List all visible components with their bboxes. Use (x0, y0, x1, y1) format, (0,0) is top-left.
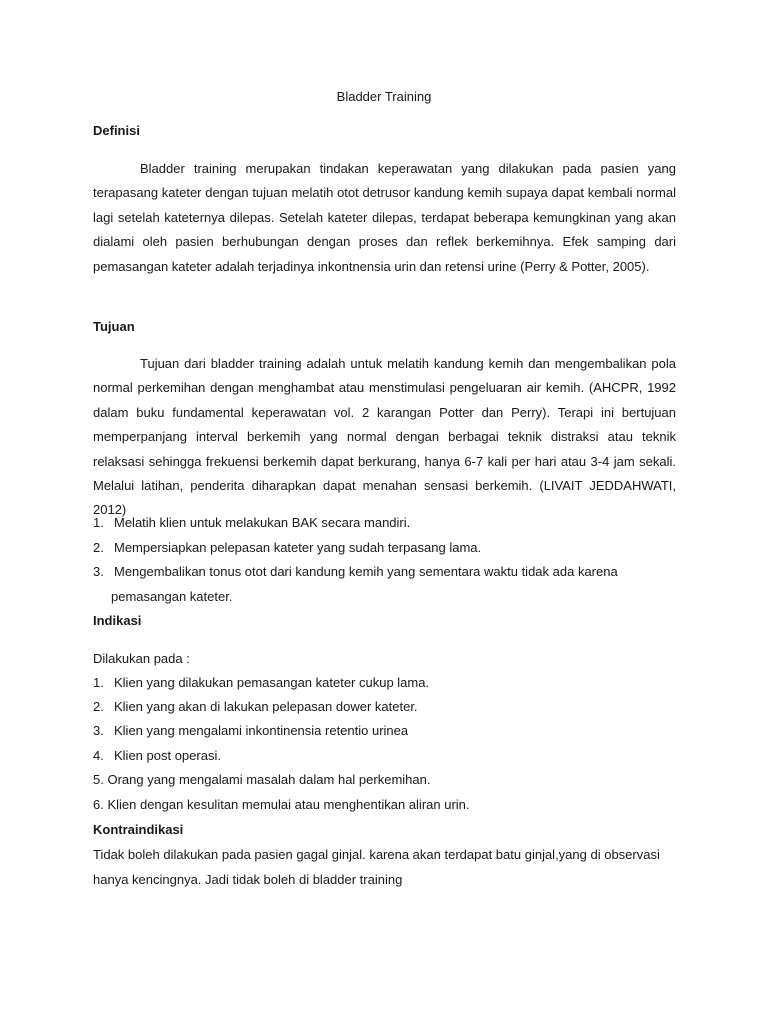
list-item-continuation: pemasangan kateter. (111, 589, 233, 604)
heading-kontraindikasi: Kontraindikasi (93, 822, 184, 837)
list-item (93, 698, 683, 716)
heading-indikasi: Indikasi (93, 613, 142, 628)
list-text: Melatih klien untuk melakukan BAK secara mandiri. (114, 515, 411, 530)
list-item (93, 539, 683, 557)
list-number: 3. (93, 723, 104, 738)
indikasi-intro: Dilakukan pada : (93, 651, 190, 666)
list-text: Klien yang akan di lakukan pelepasan dower kateter. (114, 699, 418, 714)
list-item (93, 563, 683, 581)
list-number: 4. (93, 748, 104, 763)
list-number: 3. (93, 564, 104, 579)
kontraindikasi-line: Tidak boleh dilakukan pada pasien gagal ginjal. karena akan terdapat batu ginjal,yang di observasi (93, 847, 660, 862)
list-text: Klien post operasi. (114, 748, 221, 763)
heading-tujuan: Tujuan (93, 319, 135, 334)
list-number: 1. (93, 675, 104, 690)
list-text: Mempersiapkan pelepasan kateter yang sudah terpasang lama. (114, 540, 482, 555)
list-text: Mengembalikan tonus otot dari kandung kemih yang sementara waktu tidak ada karena (114, 564, 618, 579)
paragraph-tujuan (93, 352, 676, 523)
paragraph-definisi-text: Bladder training merupakan tindakan keperawatan yang dilakukan pada pasien yang terapasang kateter dengan tujuan melatih otot detrusor kandung kemih supaya dapat kembali normal lagi setelah kateternya dilepas. Setelah kateter dilepas, terdapat beberapa kemungkinan yang akan dialami oleh pasien berhubungan dengan proses dan reflek berkemihnya. Efek samping dari pemasangan kateter adalah terjadinya inkontnensia urin dan retensi urine (Perry & Potter, 2005). (93, 161, 676, 274)
list-number: 2. (93, 699, 104, 714)
paragraph-tujuan-text: Tujuan dari bladder training adalah untuk melatih kandung kemih dan mengembalikan pola normal perkemihan dengan menghambat atau menstimulasi pengeluaran air kemih. (AHCPR, 1992 dalam buku fundamental keperawatan vol. 2 karangan Potter dan Perry). Terapi ini bertujuan memperpanjang interval berkemih yang normal dengan berbagai teknik distraksi atau teknik relaksasi sehingga frekuensi berkemih dapat berkurang, hanya 6-7 kali per hari atau 3-4 jam sekali. Melalui latihan, penderita diharapkan dapat menahan sensasi berkemih. (LIVAIT JEDDAHWATI, 2012) (93, 356, 676, 518)
paragraph-definisi (93, 157, 676, 279)
list-item: 5. Orang yang mengalami masalah dalam hal perkemihan. (93, 772, 431, 787)
list-item (93, 514, 683, 532)
list-text: Klien yang mengalami inkontinensia retentio urinea (114, 723, 409, 738)
list-item (93, 747, 683, 765)
list-number: 2. (93, 540, 104, 555)
document-title: Bladder Training (336, 89, 432, 104)
heading-definisi: Definisi (93, 123, 140, 138)
list-number: 1. (93, 515, 104, 530)
list-item: 6. Klien dengan kesulitan memulai atau menghentikan aliran urin. (93, 797, 470, 812)
list-text: Klien yang dilakukan pemasangan kateter cukup lama. (114, 675, 430, 690)
list-item (93, 674, 683, 692)
kontraindikasi-line: hanya kencingnya. Jadi tidak boleh di bladder training (93, 872, 403, 887)
list-item (93, 722, 683, 740)
